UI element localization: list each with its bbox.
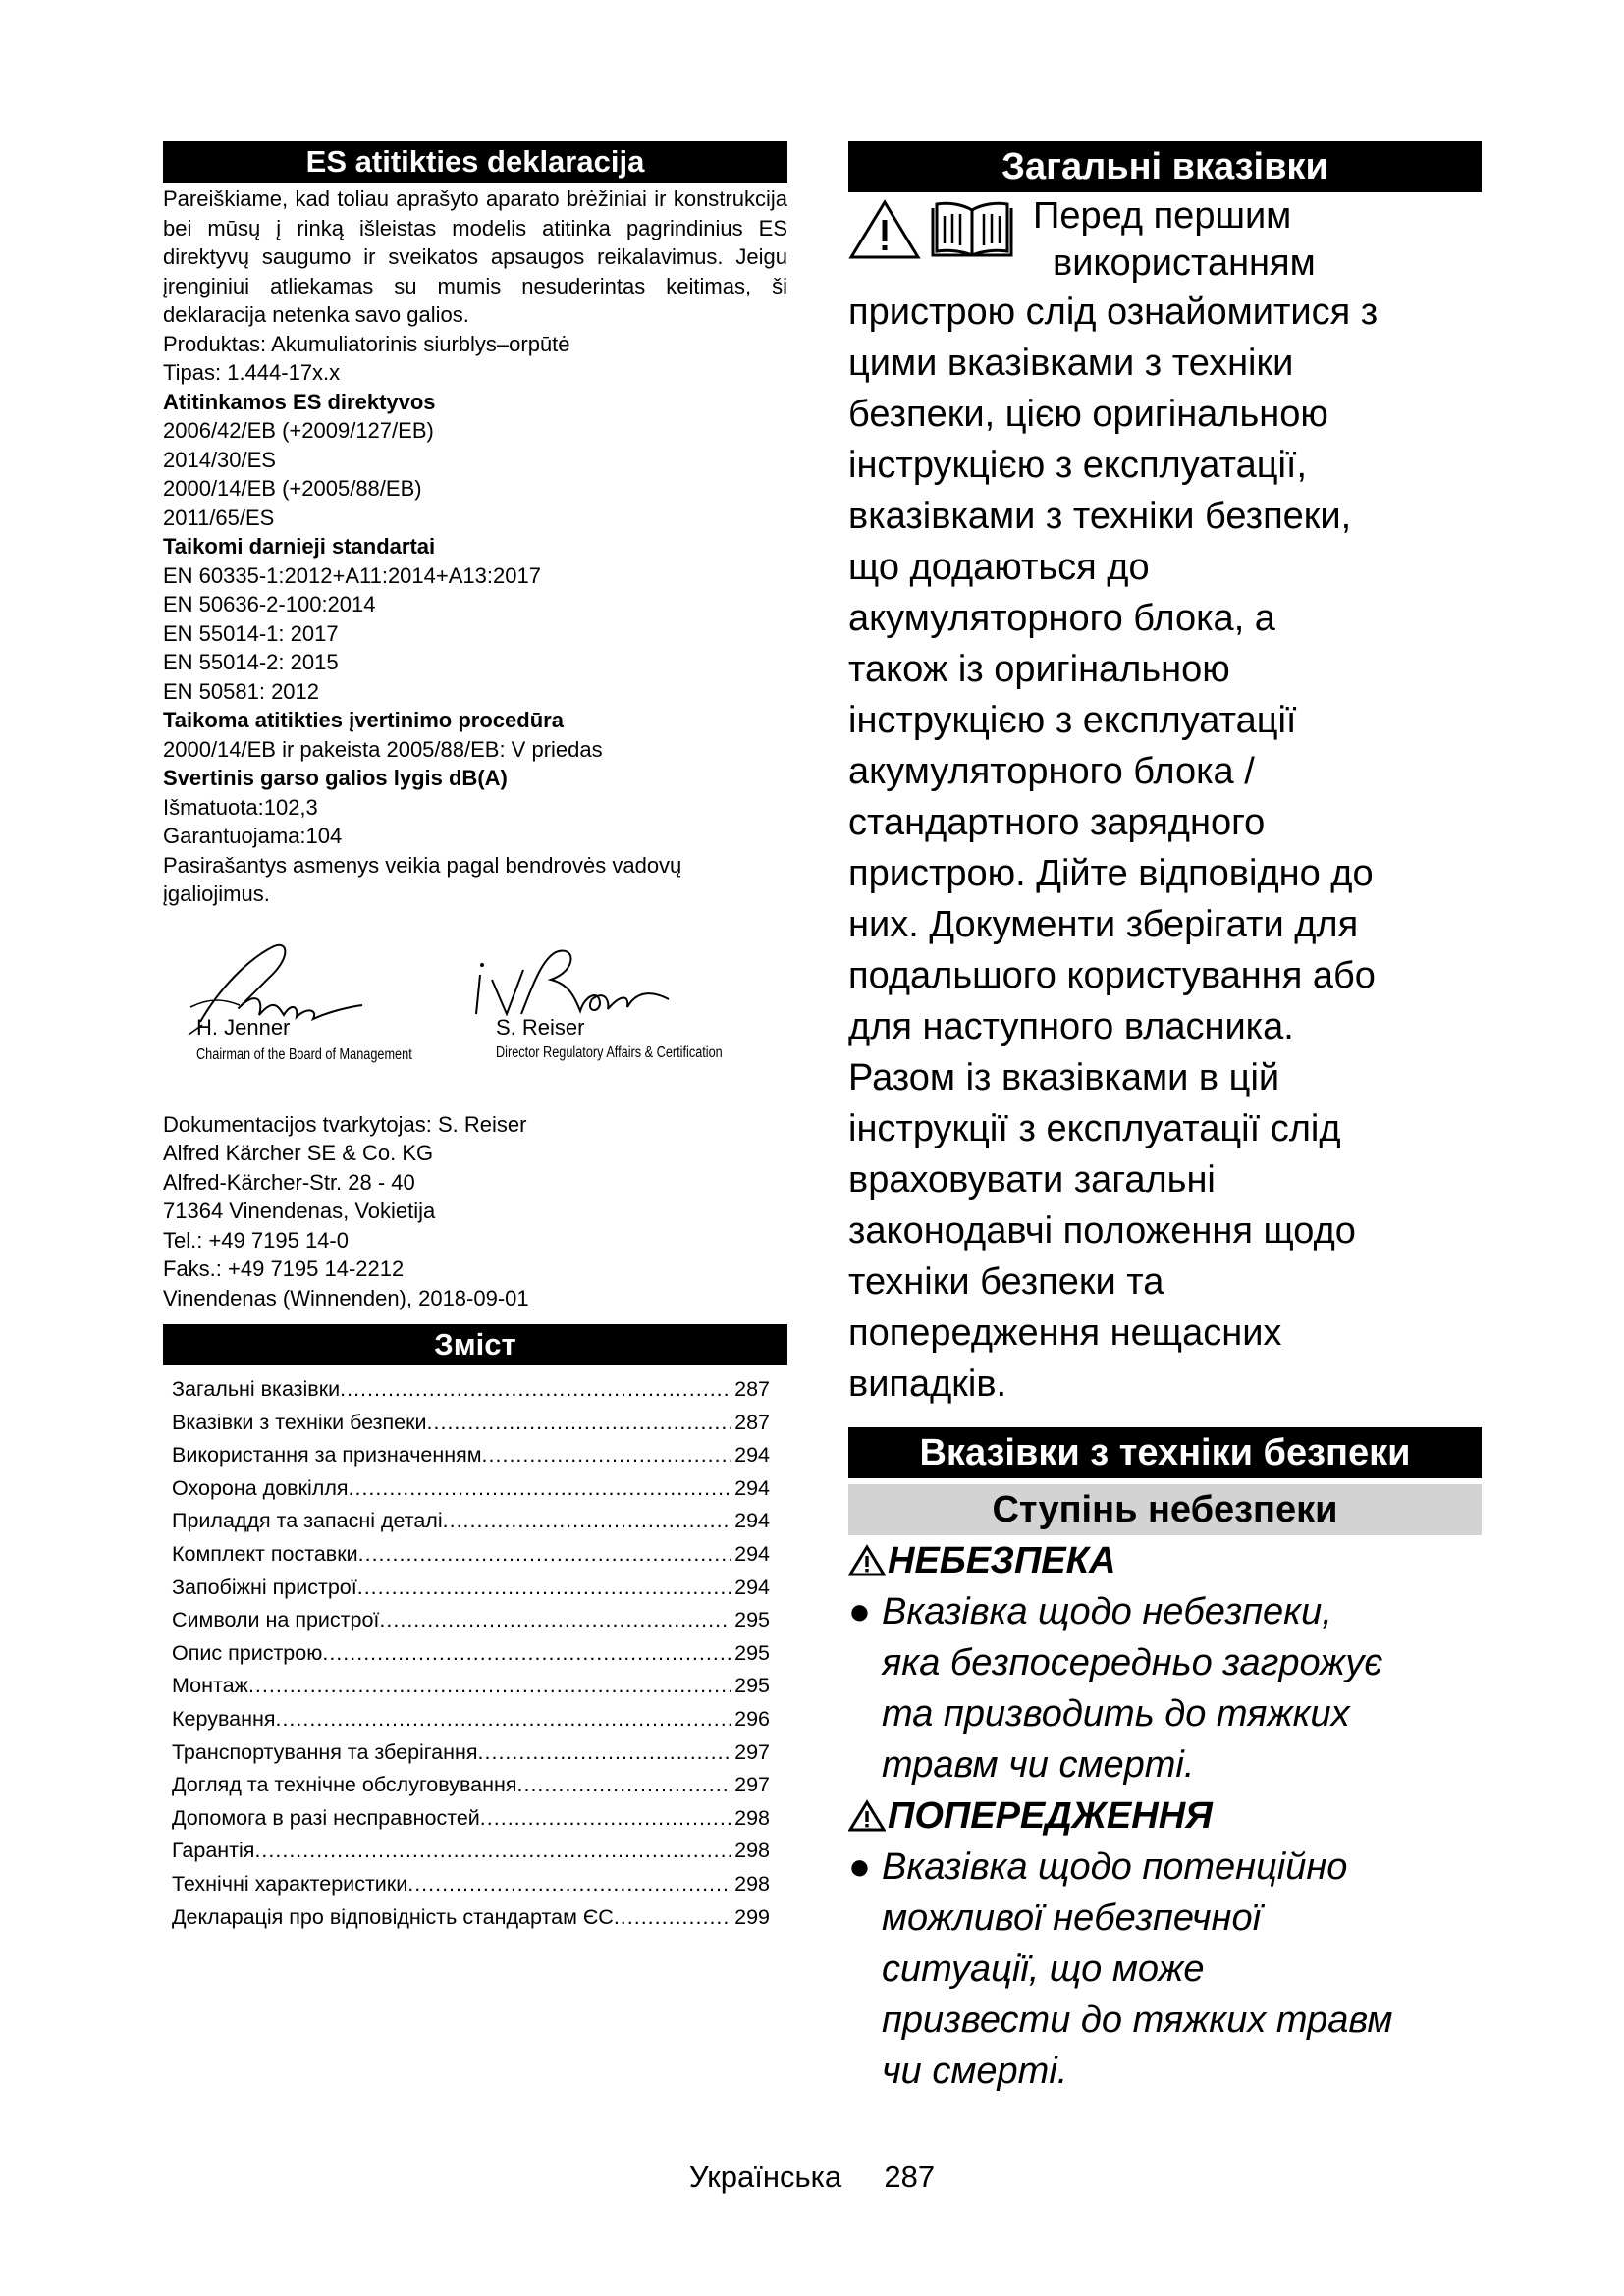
body-line: випадків. [848,1363,1007,1405]
toc-item[interactable]: Запобіжні пристрої ..... 294 [172,1572,770,1605]
danger-description [848,1586,1482,1790]
section-line: EN 50636-2-100:2014 [163,592,376,616]
section-heading: Taikomi darnieji standartai [163,534,436,559]
declaration-section [163,706,787,764]
toc-item[interactable]: Гарантія ..... 298 [172,1835,770,1868]
warning-line: Вказівка щодо небезпеки, [882,1591,1332,1632]
warning-line: призвести до тяжких травм [882,2000,1393,2041]
contact-line: Dokumentacijos tvarkytojas: S. Reiser [163,1111,527,1137]
bullet-icon: ● [848,1591,871,1632]
toc-item[interactable]: Керування ..... 296 [172,1703,770,1736]
section-heading: Taikoma atitikties įvertinimo procedūra [163,708,564,732]
section-heading: Svertinis garso galios lygis dB(A) [163,766,508,790]
contact-line: Vinendenas (Winnenden), 2018-09-01 [163,1285,529,1310]
notice-head-line: використанням [1053,242,1316,284]
notice-header [848,192,1482,287]
right-column [848,141,1482,2097]
danger-label: НЕБЕЗПЕКА [888,1540,1116,1581]
page-footer [0,2160,1624,2195]
body-line: інструкцією з експлуатації [848,700,1297,741]
body-line: техніки безпеки та [848,1261,1164,1303]
body-line: враховувати загальні [848,1159,1216,1201]
toc-item[interactable]: Приладдя та запасні деталі ..... 294 [172,1505,770,1538]
body-line: законодавчі положення щодо [848,1210,1356,1252]
declaration-intro: Pareiškiame, kad toliau aprašyto aparato brėžiniai ir konstrukcija bei mūsų į rinką išleistas modelis atitinka pagrindinius ES direktyvų saugumo ir sveikatos apsaugos reikalavimus. Jeigu įrenginiui atliekamas su mumis nesuderintas keitimas, ši deklaracija netenka savo galios. [163,187,787,327]
contact-line: Tel.: +49 7195 14-0 [163,1227,349,1253]
toc-item[interactable]: Використання за призначенням ..... 294 [172,1439,770,1472]
body-line: що додаються до [848,547,1150,588]
body-line: Разом із вказівками в цій [848,1057,1280,1098]
toc-item[interactable]: Охорона довкілля ..... 294 [172,1472,770,1506]
danger-level-title: Ступінь небезпеки [848,1484,1482,1535]
signer-name: S. Reiser [496,1014,585,1040]
section-line: EN 55014-1: 2017 [163,620,339,646]
page-number: 287 [884,2160,936,2194]
signers-note: Pasirašantys asmenys veikia pagal bendrovės vadovų įgaliojimus. [163,852,682,906]
section-line: 2014/30/ES [163,447,276,472]
toc-item[interactable]: Комплект поставки ..... 294 [172,1538,770,1572]
declaration-section [163,532,787,706]
declaration-section [163,388,787,533]
body-line: акумуляторного блока, а [848,598,1275,639]
reiser-signature [462,931,678,1024]
contact-line: Faks.: +49 7195 14-2212 [163,1256,405,1281]
declaration-title: ES atitikties deklaracija [163,141,787,183]
warning-heading [848,1790,1482,1842]
warning-line: чи смерті. [882,2051,1068,2092]
warning-triangle-icon [848,1544,886,1577]
contact-line: Alfred-Kärcher-Str. 28 - 40 [163,1169,415,1195]
body-line: інструкції з експлуатації слід [848,1108,1341,1149]
section-heading: Atitinkamos ES direktyvos [163,389,436,414]
body-line: також із оригінальною [848,649,1230,690]
contact-line: 71364 Vinendenas, Vokietija [163,1199,436,1223]
signature-block [163,909,787,1110]
body-line: інструкцією з експлуатації, [848,445,1308,486]
body-line: вказівками з техніки безпеки, [848,496,1352,537]
warning-description [848,1842,1482,2097]
toc-item[interactable]: Декларація про відповідність стандартам ЄС ..... 299 [172,1901,770,1935]
safety-title: Вказівки з техніки безпеки [848,1427,1482,1478]
section-line: Išmatuota:102,3 [163,794,318,820]
warning-line: можливої небезпечної [882,1897,1262,1939]
toc-title: Зміст [163,1324,787,1365]
body-line: пристрою. Дійте відповідно до [848,853,1374,894]
toc-item[interactable]: Технічні характеристики ..... 298 [172,1868,770,1901]
section-line: 2006/42/EB (+2009/127/EB) [163,418,434,443]
type-line: Tipas: 1.444-17x.x [163,360,341,385]
toc-item[interactable]: Опис пристрою ..... 295 [172,1637,770,1671]
declaration-section [163,764,787,851]
warning-line: та призводить до тяжких [882,1693,1350,1735]
toc-item[interactable]: Загальні вказівки ..... 287 [172,1373,770,1407]
bullet-icon: ● [848,1846,871,1888]
toc-item[interactable]: Допомога в разі несправностей ..... 298 [172,1802,770,1836]
product-line: Produktas: Akumuliatorinis siurblys–orpūtė [163,331,570,356]
warning-line: Вказівка щодо потенційно [882,1846,1348,1888]
body-line: них. Документи зберігати для [848,904,1359,945]
toc-item[interactable]: Вказівки з техніки безпеки ..... 287 [172,1407,770,1440]
section-line: 2011/65/ES [163,505,275,530]
toc-item[interactable]: Символи на пристрої ..... 295 [172,1604,770,1637]
signer-role: Director Regulatory Affairs & Certification [496,1043,723,1061]
section-line: EN 50581: 2012 [163,678,320,704]
table-of-contents [163,1373,787,1934]
section-line: EN 55014-2: 2015 [163,650,339,674]
toc-item[interactable]: Догляд та технічне обслуговування ..... 297 [172,1769,770,1802]
warning-line: яка безпосередньо загрожує [882,1642,1383,1683]
section-line: EN 60335-1:2012+A11:2014+A13:2017 [163,562,541,588]
warning-line: травм чи смерті. [882,1744,1195,1786]
body-line: попередження нещасних [848,1312,1282,1354]
manual-book-icon [929,198,1015,261]
section-line: Garantuojama:104 [163,824,343,848]
danger-heading [848,1535,1482,1586]
warning-triangle-icon [848,198,921,261]
body-line: пристрою слід ознайомитися з [848,292,1379,333]
warning-label: ПОПЕРЕДЖЕННЯ [888,1795,1213,1837]
general-notes-title: Загальні вказівки [848,141,1482,192]
contact-line: Alfred Kärcher SE & Co. KG [163,1141,434,1165]
footer-language: Українська [688,2160,842,2194]
notice-body [848,287,1482,1410]
body-line: стандартного зарядного [848,802,1266,843]
toc-item[interactable]: Монтаж ..... 295 [172,1670,770,1703]
body-line: цими вказівками з техніки [848,343,1294,384]
body-line: подальшого користування або [848,955,1376,996]
left-column [163,141,787,1934]
warning-line: ситуації, що може [882,1949,1205,1990]
toc-item[interactable]: Транспортування та зберігання ..... 297 [172,1736,770,1770]
section-line: 2000/14/EB ir pakeista 2005/88/EB: V priedas [163,736,603,762]
body-line: акумуляторного блока / [848,751,1255,792]
signer-name: H. Jenner [196,1014,291,1040]
body-line: для наступного власника. [848,1006,1294,1047]
signer-role: Chairman of the Board of Management [196,1045,412,1063]
section-line: 2000/14/EB (+2005/88/EB) [163,476,422,501]
warning-triangle-icon [848,1799,886,1833]
body-line: безпеки, цією оригінальною [848,394,1328,435]
notice-head-line: Перед першим [1033,195,1292,237]
documentation-contact [163,1110,787,1313]
